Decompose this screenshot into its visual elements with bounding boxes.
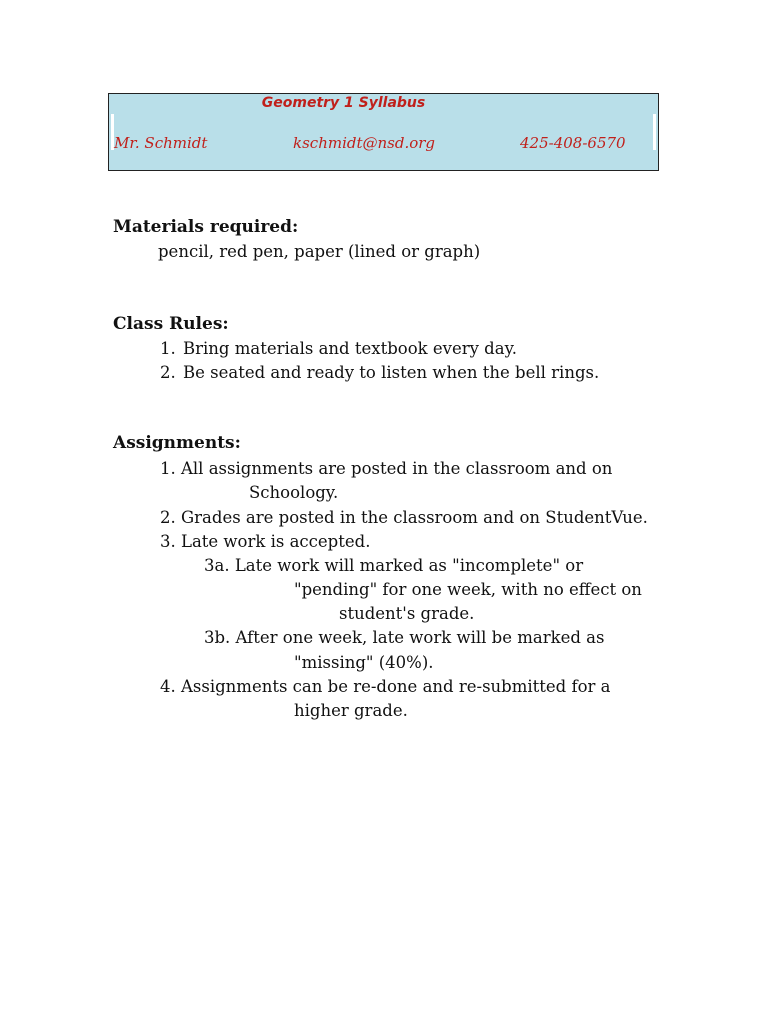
assignment-line: 3a. Late work will marked as "incomplete" or — [204, 556, 584, 575]
assignment-line: 1. All assignments are posted in the classroom and on — [160, 459, 613, 478]
teacher-phone: 425-408-6570 — [520, 134, 626, 152]
assignment-line: "missing" (40%). — [294, 653, 434, 672]
syllabus-header-box — [108, 93, 659, 171]
teacher-name: Mr. Schmidt — [114, 134, 208, 152]
rule-item: Bring materials and textbook every day. — [183, 339, 517, 358]
assignments-heading: Assignments: — [113, 433, 241, 453]
assignment-line: 3b. After one week, late work will be marked as — [204, 628, 605, 647]
assignment-line: Schoology. — [249, 483, 339, 502]
rule-number: 1. — [160, 339, 176, 358]
assignment-line: 4. Assignments can be re-done and re-submitted for a — [160, 677, 611, 696]
materials-heading: Materials required: — [113, 217, 299, 237]
assignment-line: student's grade. — [339, 604, 475, 623]
syllabus-title: Geometry 1 Syllabus — [261, 95, 426, 111]
class-rules-heading: Class Rules: — [113, 314, 229, 334]
header-right-bar — [653, 114, 656, 150]
rule-item: Be seated and ready to listen when the bell rings. — [183, 363, 600, 382]
materials-list: pencil, red pen, paper (lined or graph) — [158, 242, 481, 261]
assignment-line: higher grade. — [294, 701, 408, 720]
assignment-line: 3. Late work is accepted. — [160, 532, 371, 551]
assignment-line: "pending" for one week, with no effect on — [294, 580, 642, 599]
rule-number: 2. — [160, 363, 176, 382]
assignment-line: 2. Grades are posted in the classroom and on StudentVue. — [160, 508, 648, 527]
teacher-email: kschmidt@nsd.org — [293, 134, 436, 152]
